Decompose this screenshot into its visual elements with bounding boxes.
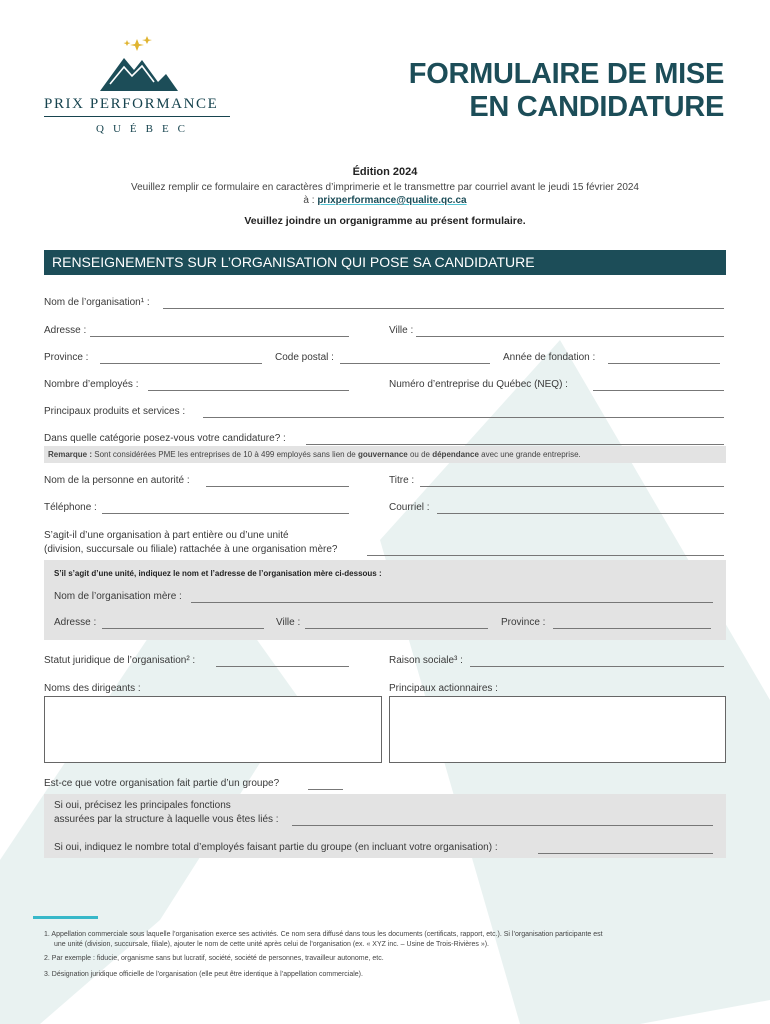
label-unite-instructions: S’il s’agit d’une unité, indiquez le nom et l’adresse de l’organisation mère ci-dessous : [54, 569, 382, 578]
field-nom-organisation[interactable] [163, 308, 724, 309]
field-groupe[interactable] [308, 789, 343, 790]
logo [44, 34, 230, 144]
field-mere-province[interactable] [553, 628, 711, 629]
label-ville: Ville : [389, 325, 414, 336]
remark-text-2: ou de [407, 450, 433, 459]
field-personne-autorite[interactable] [206, 486, 349, 487]
org-chart-note: Veuillez joindre un organigramme au présent formulaire. [244, 215, 526, 227]
field-mere-adresse[interactable] [102, 628, 264, 629]
field-adresse[interactable] [90, 336, 349, 337]
textarea-dirigeants[interactable] [44, 696, 382, 763]
label-nombre-employes: Nombre d’employés : [44, 379, 139, 390]
footnote-2: 2. Par exemple : fiducie, organisme sans but lucratif, société, société de personnes, travailleur autonome, etc. [44, 955, 384, 962]
label-nom-org-mere: Nom de l’organisation mère : [54, 591, 182, 602]
field-mere-ville[interactable] [305, 628, 488, 629]
remark-text-3: avec une grande entreprise. [478, 450, 581, 459]
logo-rule [44, 116, 230, 117]
footnote-1-line-1: 1. Appellation commerciale sous laquelle l’organisation exerce ses activités. Ce nom sera diffusé dans tous les documents (certificats, rapport, etc.). Si l’organisation participante est [44, 931, 603, 938]
remark-bold-2: dépendance [432, 450, 479, 459]
footnote-3: 3. Désignation juridique officielle de l’organisation (elle peut être identique à l’appellation commerciale). [44, 971, 363, 978]
remark [48, 450, 581, 459]
field-telephone[interactable] [102, 513, 349, 514]
field-nom-org-mere[interactable] [191, 602, 713, 603]
label-dirigeants: Noms des dirigeants : [44, 683, 141, 694]
label-adresse: Adresse : [44, 325, 87, 336]
label-statut-juridique: Statut juridique de l’organisation² : [44, 655, 196, 666]
field-statut-juridique[interactable] [216, 666, 349, 667]
label-province: Province : [44, 352, 89, 363]
label-code-postal: Code postal : [275, 352, 334, 363]
label-mere-ville: Ville : [276, 617, 301, 628]
field-courriel[interactable] [437, 513, 724, 514]
footnote-rule [33, 916, 98, 919]
email-prefix: à : [303, 195, 318, 206]
label-titre: Titre : [389, 475, 415, 486]
label-nom-organisation: Nom de l’organisation¹ : [44, 297, 150, 308]
edition: Édition 2024 [352, 166, 418, 178]
instructions: Veuillez remplir ce formulaire en caractères d’imprimerie et le transmettre par courriel avant le jeudi 15 février 2024 [131, 182, 639, 193]
remark-bold-1: gouvernance [357, 450, 408, 459]
field-neq[interactable] [593, 390, 724, 391]
label-produits-services: Principaux produits et services : [44, 406, 186, 417]
label-mere-adresse: Adresse : [54, 617, 97, 628]
footnote-1-line-2: une unité (division, succursale, filiale), ajouter le nom de cette unité après celui de l’organisation (ex. « XYZ inc. – Usine de Trois-Rivières »). [54, 941, 489, 948]
field-titre[interactable] [420, 486, 724, 487]
field-code-postal[interactable] [340, 363, 490, 364]
title-line-2: EN CANDIDATURE [469, 91, 724, 123]
field-annee-fondation[interactable] [608, 363, 720, 364]
field-nombre-employes[interactable] [148, 390, 349, 391]
label-groupe-employes: Si oui, indiquez le nombre total d’employés faisant partie du groupe (en incluant votre organisation) : [54, 842, 498, 853]
field-raison-sociale[interactable] [470, 666, 724, 667]
field-produits-services[interactable] [203, 417, 724, 418]
label-telephone: Téléphone : [44, 502, 97, 513]
label-groupe: Est-ce que votre organisation fait partie d’un groupe? [44, 778, 280, 789]
label-unite-line-2: (division, succursale ou filiale) rattachée à une organisation mère? [44, 544, 338, 555]
label-annee-fondation: Année de fondation : [503, 352, 596, 363]
section-banner: RENSEIGNEMENTS SUR L’ORGANISATION QUI POSE SA CANDIDATURE [44, 250, 726, 275]
email-link[interactable]: prixperformance@qualite.qc.ca [317, 195, 467, 206]
label-neq: Numéro d’entreprise du Québec (NEQ) : [389, 379, 568, 390]
remark-label: Remarque : [48, 450, 93, 459]
logo-name: PRIX PERFORMANCE [44, 96, 219, 112]
footnote-1 [44, 930, 734, 950]
field-categorie[interactable] [306, 444, 724, 445]
field-unite[interactable] [367, 555, 724, 556]
label-raison-sociale: Raison sociale³ : [389, 655, 463, 666]
label-personne-autorite: Nom de la personne en autorité : [44, 475, 190, 486]
field-province[interactable] [100, 363, 262, 364]
title-line-1: FORMULAIRE DE MISE [408, 58, 724, 90]
label-courriel: Courriel : [389, 502, 430, 513]
logo-sub: QUÉBEC [96, 123, 194, 135]
email-line [0, 195, 770, 206]
field-groupe-fonctions[interactable] [292, 825, 713, 826]
field-groupe-employes[interactable] [538, 853, 713, 854]
textarea-actionnaires[interactable] [389, 696, 726, 763]
label-groupe-fonctions-2: assurées par la structure à laquelle vous êtes liés : [54, 814, 279, 825]
label-mere-province: Province : [501, 617, 546, 628]
label-actionnaires: Principaux actionnaires : [389, 683, 498, 694]
mountain-stars-icon [44, 34, 230, 96]
label-groupe-fonctions-1: Si oui, précisez les principales fonctions [54, 800, 231, 811]
remark-text-1: Sont considérées PME les entreprises de 10 à 499 employés sans lien de [92, 450, 358, 459]
label-categorie: Dans quelle catégorie posez-vous votre candidature? : [44, 433, 286, 444]
label-unite-line-1: S’agit-il d’une organisation à part entière ou d’une unité [44, 530, 289, 541]
field-ville[interactable] [416, 336, 724, 337]
page-title [409, 58, 724, 124]
